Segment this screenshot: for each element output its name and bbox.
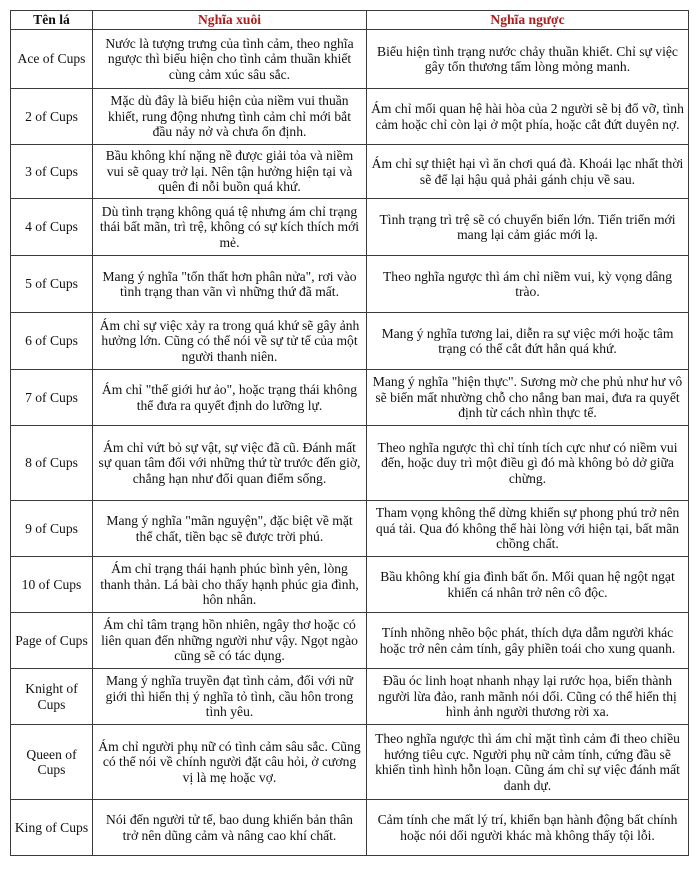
upright-meaning: Ám chỉ người phụ nữ có tình cảm sâu sắc. Cũng có thể nói về chính người đặt câu hỏi, ở cương vị là mẹ hoặc vợ.	[93, 725, 367, 800]
card-name: 8 of Cups	[11, 426, 93, 501]
upright-meaning: Mặc dù đây là biểu hiện của niềm vui thuần khiết, rung động nhưng tình cảm chỉ mới bắt đầu nảy nở và chưa ổn định.	[93, 89, 367, 145]
card-name: 3 of Cups	[11, 145, 93, 199]
upright-meaning: Nước là tượng trưng của tình cảm, theo nghĩa ngược thì biểu hiện cho tình cảm thuần khiết cùng cảm xúc sâu sắc.	[93, 30, 367, 89]
card-name: 5 of Cups	[11, 256, 93, 313]
upright-meaning: Ám chỉ "thế giới hư ảo", hoặc trạng thái không thể đưa ra quyết định do lưỡng lự.	[93, 370, 367, 426]
upright-meaning: Nói đến người tử tế, bao dung khiến bản thân trở nên dũng cảm và nâng cao khí chất.	[93, 800, 367, 856]
header-reversed-meaning: Nghĩa ngược	[367, 11, 689, 30]
table-row	[11, 669, 689, 725]
reversed-meaning: Mang ý nghĩa "hiện thực". Sương mờ che phủ như hư vô sẽ biến mất nhường chỗ cho nắng ban mai, đưa ra quyết định từ cách nhìn thực tế.	[367, 370, 689, 426]
reversed-meaning: Tham vọng không thể dừng khiến sự phong phú trở nên quá tải. Qua đó không thể hài lòng với hiện tại, bất mãn chồng chất.	[367, 501, 689, 557]
card-name: Knight of Cups	[11, 669, 93, 725]
upright-meaning: Dù tình trạng không quá tệ nhưng ám chỉ trạng thái bất mãn, trì trệ, không có sự kích thích mới mẻ.	[93, 199, 367, 256]
card-name: 4 of Cups	[11, 199, 93, 256]
reversed-meaning: Theo nghĩa ngược thì ám chỉ niềm vui, kỳ vọng dâng trào.	[367, 256, 689, 313]
cups-meaning-table	[10, 10, 689, 856]
table-row	[11, 501, 689, 557]
table-header-row	[11, 11, 689, 30]
table-row	[11, 557, 689, 613]
reversed-meaning: Bầu không khí gia đình bất ổn. Mối quan hệ ngột ngạt khiến cá nhân trở nên cô độc.	[367, 557, 689, 613]
upright-meaning: Mang ý nghĩa "tổn thất hơn phân nửa", rơi vào tình trạng than vãn vì những thứ đã mất.	[93, 256, 367, 313]
table-row	[11, 313, 689, 370]
card-name: 9 of Cups	[11, 501, 93, 557]
card-name: Page of Cups	[11, 613, 93, 669]
reversed-meaning: Theo nghĩa ngược thì ám chỉ mặt tình cảm đi theo chiều hướng tiêu cực. Người phụ nữ cảm tính, cứng đầu sẽ khiến tình hình hỗn loạn. Cũng ám chỉ sự việc đánh mất danh dự.	[367, 725, 689, 800]
card-name: King of Cups	[11, 800, 93, 856]
table-row	[11, 89, 689, 145]
card-name: 7 of Cups	[11, 370, 93, 426]
reversed-meaning: Ám chỉ mối quan hệ hài hòa của 2 người sẽ bị đổ vỡ, tình cảm hoặc chỉ còn lại ở một phía, hoặc cắt đứt duyên nợ.	[367, 89, 689, 145]
reversed-meaning: Theo nghĩa ngược thì chỉ tính tích cực như có niềm vui đến, hoặc duy trì một điều gì đó mà không bỏ dở giữa chừng.	[367, 426, 689, 501]
table-row	[11, 613, 689, 669]
card-name: Ace of Cups	[11, 30, 93, 89]
header-upright-meaning: Nghĩa xuôi	[93, 11, 367, 30]
reversed-meaning: Tính nhõng nhẽo bộc phát, thích dựa dẫm người khác hoặc trở nên cảm tính, gây phiền toái cho xung quanh.	[367, 613, 689, 669]
upright-meaning: Ám chỉ trạng thái hạnh phúc bình yên, lòng thanh thản. Lá bài cho thấy hạnh phúc gia đình, hôn nhân.	[93, 557, 367, 613]
upright-meaning: Mang ý nghĩa "mãn nguyện", đặc biệt về mặt thể chất, tiền bạc sẽ được trời phú.	[93, 501, 367, 557]
card-name: 2 of Cups	[11, 89, 93, 145]
upright-meaning: Bầu không khí nặng nề được giải tỏa và niềm vui sẽ quay trở lại. Nên tận hưởng hiện tại và quên đi nỗi buồn quá khứ.	[93, 145, 367, 199]
reversed-meaning: Biểu hiện tình trạng nước chảy thuần khiết. Chỉ sự việc gây tổn thương tấm lòng mỏng manh.	[367, 30, 689, 89]
upright-meaning: Ám chỉ sự việc xảy ra trong quá khứ sẽ gây ảnh hưởng lớn. Cũng có thể nói về sự tử tế của một người thanh niên.	[93, 313, 367, 370]
reversed-meaning: Ám chỉ sự thiệt hại vì ăn chơi quá đà. Khoái lạc nhất thời sẽ để lại hậu quả phải gánh chịu về sau.	[367, 145, 689, 199]
upright-meaning: Ám chỉ vứt bỏ sự vật, sự việc đã cũ. Đánh mất sự quan tâm đối với những thứ từ trước đến giờ, chẳng hạn như đổi quan điểm sống.	[93, 426, 367, 501]
upright-meaning: Mang ý nghĩa truyền đạt tình cảm, đối với nữ giới thì hiển thị ý nghĩa tỏ tình, cầu hôn trong tình yêu.	[93, 669, 367, 725]
card-name: Queen of Cups	[11, 725, 93, 800]
table-row	[11, 256, 689, 313]
tarot-table-container	[10, 10, 688, 856]
upright-meaning: Ám chỉ tâm trạng hồn nhiên, ngây thơ hoặc có liên quan đến những người như vậy. Ngọt ngào cũng sẽ có tác dụng.	[93, 613, 367, 669]
table-row	[11, 725, 689, 800]
table-row	[11, 800, 689, 856]
table-row	[11, 370, 689, 426]
reversed-meaning: Tình trạng trì trệ sẽ có chuyển biến lớn. Tiến triển mới mang lại cảm giác mới lạ.	[367, 199, 689, 256]
card-name: 6 of Cups	[11, 313, 93, 370]
table-row	[11, 30, 689, 89]
reversed-meaning: Cảm tính che mất lý trí, khiến bạn hành động bất chính hoặc nói dối người khác mà không thấy tội lỗi.	[367, 800, 689, 856]
reversed-meaning: Đầu óc linh hoạt nhanh nhạy lại rước họa, biến thành người lừa đảo, ranh mãnh nói dối. Cũng có thể hiển thị hình ảnh người thương rời xa.	[367, 669, 689, 725]
table-row	[11, 426, 689, 501]
header-card-name: Tên lá	[11, 11, 93, 30]
reversed-meaning: Mang ý nghĩa tương lai, diễn ra sự việc mới hoặc tâm trạng có thể cắt đứt hẳn quá khứ.	[367, 313, 689, 370]
table-row	[11, 145, 689, 199]
table-row	[11, 199, 689, 256]
card-name: 10 of Cups	[11, 557, 93, 613]
